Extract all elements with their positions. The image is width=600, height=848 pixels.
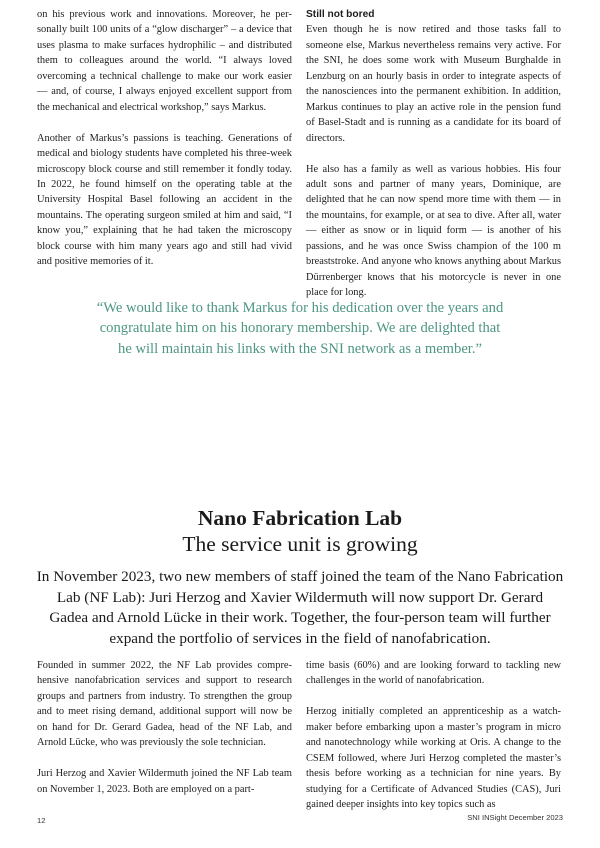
body-paragraph: He also has a family as well as various hobbies. His four adult sons and partner of many years, Dominique, are delighted that he can now spend more time with them — in the mountains, for example, or at sea to dive. After all, water — either as snow or in liquid form — is another of his passions, and he was once Swiss champion of the 100 m breaststroke. And anyone who knows anything about Markus Dürrenberger knows that his motorcycle is never in one place for long. [306,163,561,299]
body-paragraph: Founded in summer 2022, the NF Lab provides comprehensive nanofabrication services and support to research groups and partners from industry. To strengthen the group and to meet rising demand, additional support will now be on hand for Dr. Gerard Gadea, head of the NF Lab, and Arnold Lücke, who was previously the sole technician. [37,660,292,749]
article-title: Nano Fabrication Lab [197,506,403,530]
body-paragraph: Herzog initially completed an apprenticeship as a watchmaker before embarking upon a master’s program in micro and nanotechnology while working at Oris. A change to the CSEM followed, where Juri Herzog completed the master’s thesis before working as a technician for nine years. By studying for a Certificate of Advanced Studies (CAS), Juri gained deeper insights into key topics such as [306,706,561,811]
body-paragraph: Juri Herzog and Xavier Wildermuth joined the NF Lab team on November 1, 2023. Both are employed on a part- [37,768,292,795]
article-lead: In November 2023, two new members of staff joined the team of the Nano Fabrication Lab (NF Lab): Juri Herzog and Xavier Wildermuth will now support Dr. Gerard Gadea and Arnold Lücke in their work. Together, the four-person team will further expand the portfolio of services in the field of nanofabrication. [36,568,564,647]
publication-footer: SNI INSight December 2023 [467,813,563,822]
continued-article-right-column [306,7,561,301]
body-paragraph: Another of Markus’s passions is teaching. Generations of medical and biology students have completed his three-week microscopy block course and still remember it fondly today. In 2022, he found himself on the operating table at the University Hospital Basel following an accident in the mountains. The operating surgeon smiled at him and said, “I know you,” explaining that he had taken the microscopy block course with him many years ago and still had vivid and positive memories of it. [37,132,292,268]
body-paragraph: time basis (60%) and are looking forward to tackling new challenges in the world of nanofabrication. [306,660,561,687]
article-subtitle: The service unit is growing [182,532,418,556]
pull-quote: “We would like to thank Markus for his dedication over the years and congratulate him on his honorary membership. We are delighted that he will maintain his links with the SNI network as a member.” [96,300,504,357]
body-paragraph: Even though he is now retired and those tasks fall to someone else, Markus nevertheless remains very active. For the SNI, he does some work with Museum Burghalde in Lenzburg on an hourly basis in order to integrate aspects of the nanosciences into the permanent exhibition. In addition, Markus continues to play an active role in the pension fund of Basel-Stadt and is running as a candidate for its board of directors. [306,24,561,144]
continued-article-left-column [37,7,292,270]
article-right-column [306,658,561,813]
body-paragraph: on his previous work and innovations. Moreover, he personally built 100 units of a “glow discharger” – a device that uses plasma to make surfaces hydrophilic – and distributed them to colleagues around the world. “I always loved overcoming a technical challenge to make our work easier — and, of course, I always enjoyed excellent support from the mechanical and electrical workshop,” says Markus. [37,9,292,113]
page-number: 12 [37,816,46,825]
section-subheading: Still not bored [306,9,375,20]
article-left-column [37,658,292,797]
